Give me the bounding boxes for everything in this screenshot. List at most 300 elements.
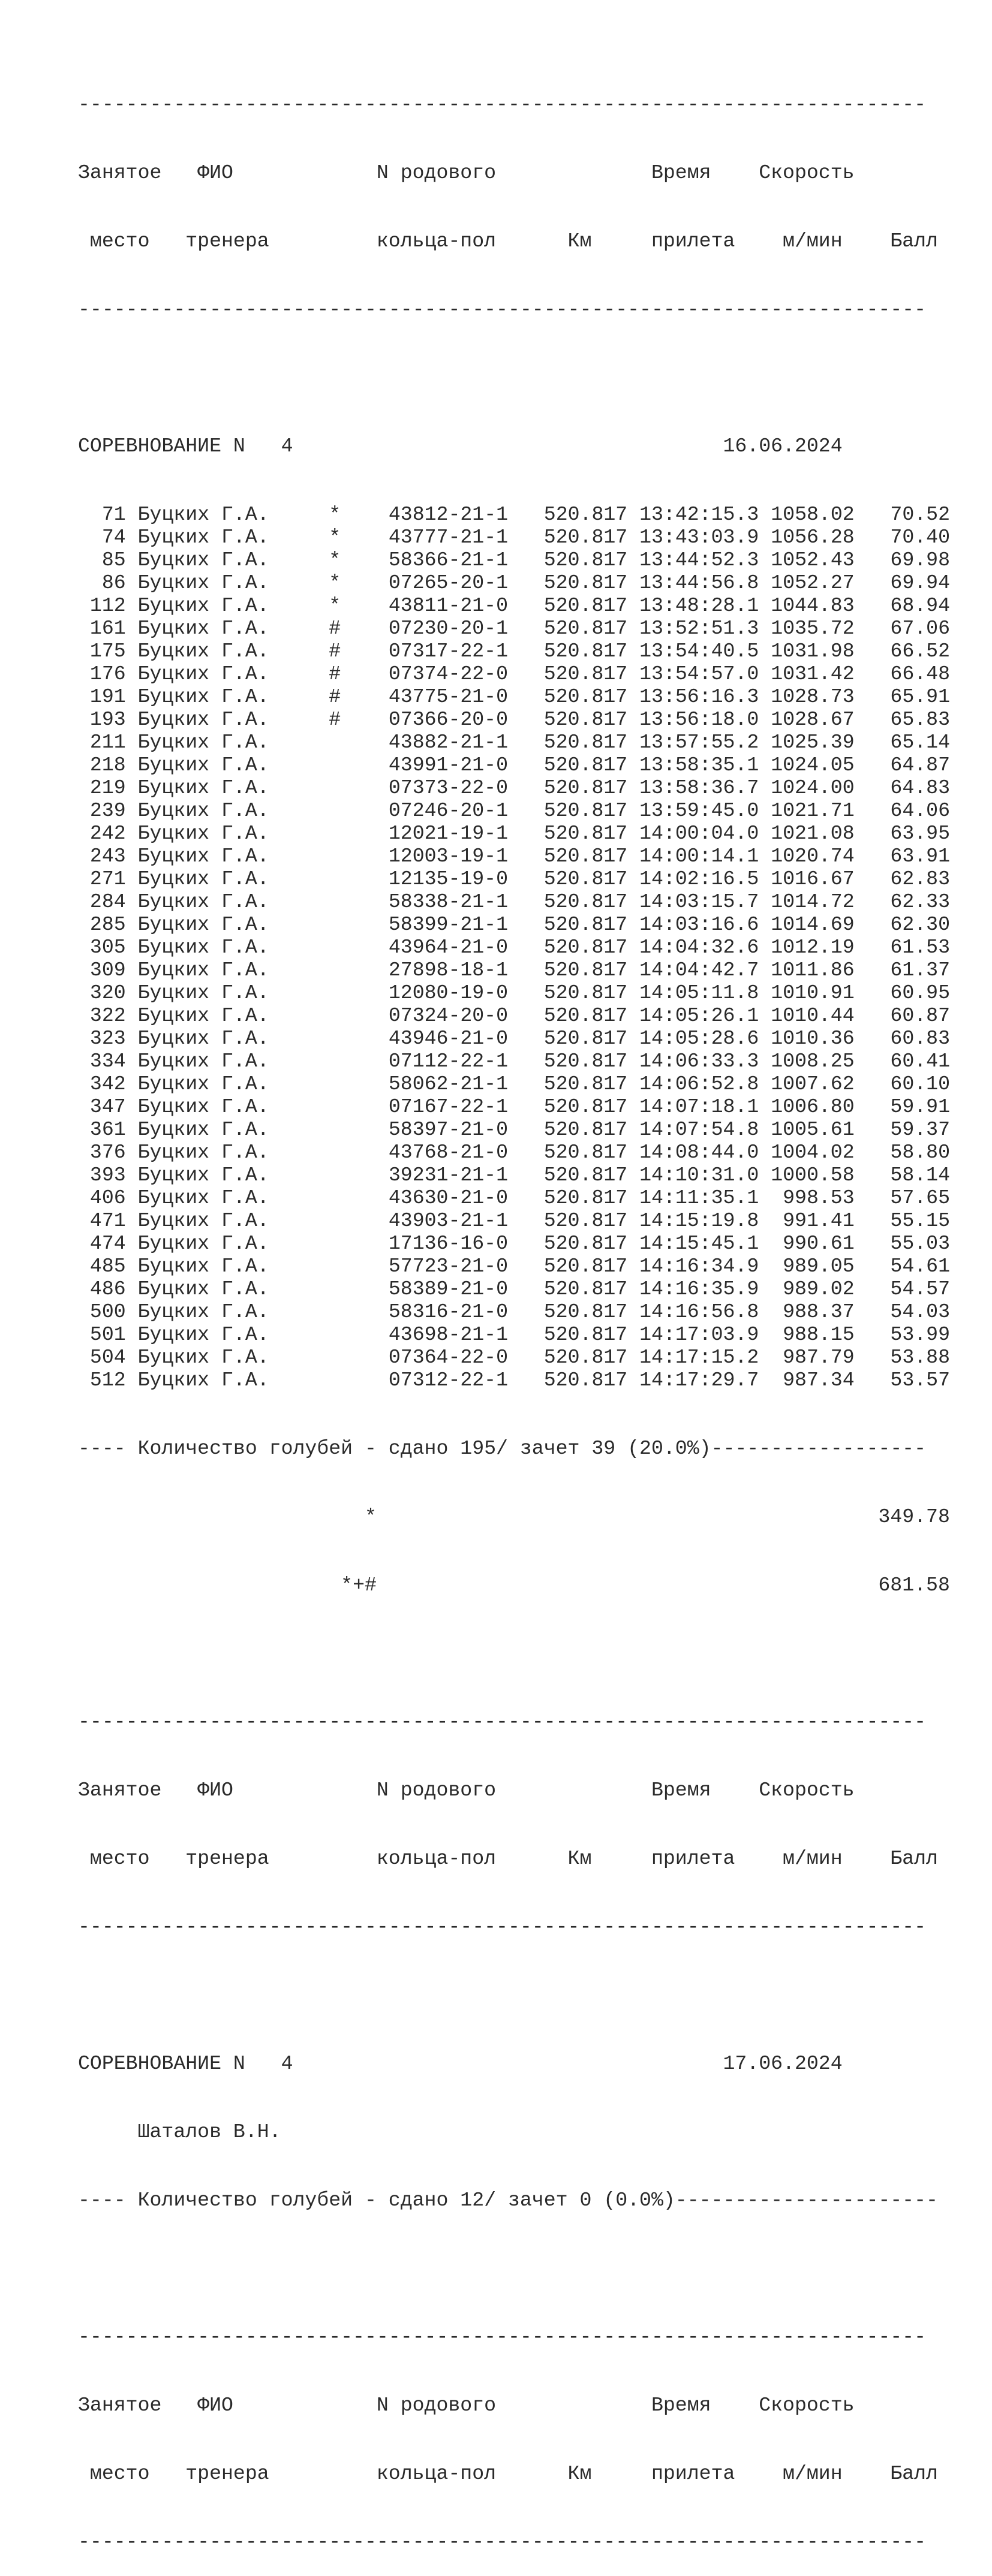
cell-speed: 1021.71	[771, 799, 855, 822]
cell-points: 54.61	[890, 1255, 950, 1278]
cell-time: 14:03:15.7	[639, 890, 759, 913]
cell-name: Буцких Г.А.	[137, 1369, 269, 1391]
cell-speed: 1008.25	[771, 1050, 855, 1072]
cell-name: Буцких Г.А.	[137, 799, 269, 822]
cell-name: Буцких Г.А.	[137, 1164, 269, 1186]
cell-place: 309	[89, 959, 126, 981]
cell-km: 520.817	[543, 913, 628, 936]
cell-time: 14:10:31.0	[639, 1164, 759, 1186]
cell-place: 242	[89, 822, 126, 845]
cell-place: 512	[89, 1369, 126, 1391]
cell-points: 63.95	[890, 822, 950, 845]
competition-date: 17.06.2024	[723, 2052, 843, 2075]
cell-ring: 43812-21-1	[388, 503, 509, 526]
cell-name: Буцких Г.А.	[137, 731, 269, 754]
cell-ring: 43777-21-1	[388, 526, 509, 549]
table-row	[78, 571, 950, 594]
cell-ring: 58316-21-0	[388, 1300, 509, 1323]
cell-time: 14:06:52.8	[639, 1072, 759, 1095]
table-row	[78, 617, 950, 640]
column-header-line-1: Занятое ФИО N родового Время Скорость	[78, 161, 855, 184]
cell-name: Буцких Г.А.	[137, 867, 269, 890]
competition-heading	[78, 435, 950, 457]
cell-time: 14:05:26.1	[639, 1004, 759, 1027]
cell-ring: 07312-22-1	[388, 1369, 509, 1391]
cell-ring: 43882-21-1	[388, 731, 509, 754]
cell-ring: 12080-19-0	[388, 981, 509, 1004]
cell-mark: *	[329, 594, 341, 617]
cell-speed: 1024.05	[771, 754, 855, 776]
table-row	[78, 1300, 950, 1323]
table-row	[78, 1027, 950, 1050]
cell-mark: *	[329, 549, 341, 571]
cell-mark: #	[329, 708, 341, 731]
cell-time: 14:05:28.6	[639, 1027, 759, 1050]
cell-place: 361	[89, 1118, 126, 1141]
cell-points: 69.94	[890, 571, 951, 594]
cell-ring: 07112-22-1	[388, 1050, 509, 1072]
competition-section	[78, 2006, 950, 2257]
cell-place: 175	[89, 640, 126, 662]
cell-place: 347	[89, 1095, 126, 1118]
cell-km: 520.817	[543, 640, 628, 662]
cell-speed: 1000.58	[771, 1164, 855, 1186]
cell-name: Буцких Г.А.	[137, 662, 269, 685]
cell-points: 67.06	[890, 617, 950, 640]
cell-ring: 43903-21-1	[388, 1209, 509, 1232]
cell-points: 61.53	[890, 936, 950, 959]
fancier-name: Шаталов В.Н.	[137, 2120, 281, 2143]
cell-km: 520.817	[543, 1323, 628, 1346]
cell-speed: 1014.69	[771, 913, 855, 936]
cell-place: 305	[89, 936, 126, 959]
table-row	[78, 890, 950, 913]
cell-time: 13:44:56.8	[639, 571, 759, 594]
cell-time: 13:44:52.3	[639, 549, 759, 571]
cell-time: 14:04:32.6	[639, 936, 759, 959]
competition-title: СОРЕВНОВАНИЕ N 4	[78, 435, 293, 457]
cell-time: 14:07:54.8	[639, 1118, 759, 1141]
cell-place: 112	[89, 594, 126, 617]
cell-points: 55.03	[890, 1232, 950, 1255]
table-row	[78, 799, 950, 822]
cell-km: 520.817	[543, 822, 628, 845]
cell-speed: 988.37	[783, 1300, 855, 1323]
cell-name: Буцких Г.А.	[137, 754, 269, 776]
total-label: *+#	[341, 1574, 377, 1596]
cell-km: 520.817	[543, 776, 628, 799]
cell-ring: 12021-19-1	[388, 822, 509, 845]
cell-name: Буцких Г.А.	[137, 1323, 269, 1346]
cell-time: 14:11:35.1	[639, 1186, 759, 1209]
cell-speed: 1056.28	[771, 526, 855, 549]
cell-name: Буцких Г.А.	[137, 981, 269, 1004]
table-row	[78, 1050, 950, 1072]
cell-speed: 987.79	[783, 1346, 855, 1369]
cell-speed: 1024.00	[771, 776, 855, 799]
cell-place: 376	[89, 1141, 126, 1164]
cell-points: 60.83	[890, 1027, 950, 1050]
cell-name: Буцких Г.А.	[137, 1255, 269, 1278]
cell-time: 13:56:16.3	[639, 685, 759, 708]
column-header-line-2: место тренера кольца-пол Км прилета м/мин Балл	[78, 230, 938, 252]
cell-name: Буцких Г.А.	[137, 936, 269, 959]
table-row	[78, 1323, 950, 1346]
cell-place: 161	[89, 617, 126, 640]
cell-place: 393	[89, 1164, 126, 1186]
cell-name: Буцких Г.А.	[137, 685, 269, 708]
cell-place: 323	[89, 1027, 126, 1050]
table-row	[78, 549, 950, 571]
cell-name: Буцких Г.А.	[137, 822, 269, 845]
cell-place: 320	[89, 981, 126, 1004]
cell-ring: 39231-21-1	[388, 1164, 509, 1186]
cell-speed: 1016.67	[771, 867, 855, 890]
cell-name: Буцких Г.А.	[137, 1186, 269, 1209]
cell-name: Буцких Г.А.	[137, 503, 269, 526]
cell-place: 406	[89, 1186, 126, 1209]
table-row	[78, 1072, 950, 1095]
cell-speed: 988.15	[783, 1323, 855, 1346]
cell-km: 520.817	[543, 708, 628, 731]
cell-speed: 1028.73	[771, 685, 855, 708]
table-row	[78, 959, 950, 981]
table-row	[78, 640, 950, 662]
cell-time: 13:57:55.2	[639, 731, 759, 754]
competition-title: СОРЕВНОВАНИЕ N 4	[78, 2052, 293, 2075]
cell-km: 520.817	[543, 1346, 628, 1369]
cell-name: Буцких Г.А.	[137, 1050, 269, 1072]
cell-ring: 07373-22-0	[388, 776, 509, 799]
table-row	[78, 1095, 950, 1118]
competition-heading	[78, 2052, 950, 2075]
cell-km: 520.817	[543, 1255, 628, 1278]
cell-points: 54.57	[890, 1278, 950, 1300]
cell-place: 219	[89, 776, 126, 799]
cell-points: 66.52	[890, 640, 950, 662]
table-row	[78, 913, 950, 936]
table-row	[78, 822, 950, 845]
cell-mark: *	[329, 526, 341, 549]
cell-km: 520.817	[543, 1072, 628, 1095]
cell-km: 520.817	[543, 1209, 628, 1232]
cell-ring: 27898-18-1	[388, 959, 509, 981]
cell-km: 520.817	[543, 731, 628, 754]
cell-mark: #	[329, 662, 341, 685]
cell-time: 13:59:45.0	[639, 799, 759, 822]
cell-speed: 1011.86	[771, 959, 855, 981]
results-table	[78, 503, 950, 1391]
cell-ring: 07246-20-1	[388, 799, 509, 822]
cell-speed: 1035.72	[771, 617, 855, 640]
column-header-line-2: место тренера кольца-пол Км прилета м/мин Балл	[78, 1847, 938, 1870]
cell-ring: 58389-21-0	[388, 1278, 509, 1300]
cell-speed: 1044.83	[771, 594, 855, 617]
cell-ring: 58338-21-1	[388, 890, 509, 913]
cell-points: 60.87	[890, 1004, 950, 1027]
cell-points: 57.65	[890, 1186, 950, 1209]
separator-line: -----------------------------------------------------------------------	[78, 2325, 927, 2348]
cell-speed: 1021.08	[771, 822, 855, 845]
cell-place: 504	[89, 1346, 126, 1369]
cell-time: 14:02:16.5	[639, 867, 759, 890]
cell-place: 239	[89, 799, 126, 822]
cell-km: 520.817	[543, 867, 628, 890]
table-row	[78, 1278, 950, 1300]
cell-speed: 1005.61	[771, 1118, 855, 1141]
cell-place: 86	[101, 571, 126, 594]
cell-place: 176	[89, 662, 126, 685]
cell-points: 66.48	[890, 662, 950, 685]
cell-points: 62.30	[890, 913, 950, 936]
cell-points: 60.95	[890, 981, 950, 1004]
separator-line: -----------------------------------------------------------------------	[78, 93, 927, 116]
cell-speed: 1010.36	[771, 1027, 855, 1050]
cell-speed: 990.61	[783, 1232, 855, 1255]
cell-speed: 989.05	[783, 1255, 855, 1278]
summary-line: ---- Количество голубей - сдано 195/ зачет 39 (20.0%)------------------	[78, 1437, 927, 1460]
cell-points: 61.37	[890, 959, 950, 981]
table-row	[78, 503, 950, 526]
cell-km: 520.817	[543, 594, 628, 617]
cell-km: 520.817	[543, 959, 628, 981]
table-row	[78, 662, 950, 685]
table-row	[78, 1118, 950, 1141]
cell-name: Буцких Г.А.	[137, 845, 269, 867]
cell-place: 191	[89, 685, 126, 708]
cell-speed: 1052.27	[771, 571, 855, 594]
table-row	[78, 1232, 950, 1255]
cell-points: 60.41	[890, 1050, 950, 1072]
cell-speed: 1058.02	[771, 503, 855, 526]
competition-date: 16.06.2024	[723, 435, 843, 457]
cell-ring: 58062-21-1	[388, 1072, 509, 1095]
cell-time: 14:15:45.1	[639, 1232, 759, 1255]
cell-km: 520.817	[543, 799, 628, 822]
cell-points: 62.83	[890, 867, 950, 890]
cell-name: Буцких Г.А.	[137, 1118, 269, 1141]
cell-place: 74	[101, 526, 126, 549]
cell-place: 193	[89, 708, 126, 731]
table-row	[78, 1346, 950, 1369]
cell-place: 500	[89, 1300, 126, 1323]
cell-ring: 43775-21-0	[388, 685, 509, 708]
cell-ring: 07167-22-1	[388, 1095, 509, 1118]
cell-name: Буцких Г.А.	[137, 1346, 269, 1369]
cell-points: 53.88	[890, 1346, 950, 1369]
cell-mark: *	[329, 503, 341, 526]
cell-name: Буцких Г.А.	[137, 640, 269, 662]
separator-line: -----------------------------------------------------------------------	[78, 298, 927, 321]
table-row	[78, 936, 950, 959]
cell-ring: 43768-21-0	[388, 1141, 509, 1164]
cell-name: Буцких Г.А.	[137, 1095, 269, 1118]
column-header-line-1: Занятое ФИО N родового Время Скорость	[78, 2394, 855, 2417]
cell-name: Буцких Г.А.	[137, 1232, 269, 1255]
cell-place: 243	[89, 845, 126, 867]
table-row	[78, 754, 950, 776]
cell-ring: 07366-20-0	[388, 708, 509, 731]
cell-ring: 57723-21-0	[388, 1255, 509, 1278]
cell-place: 71	[101, 503, 126, 526]
cell-name: Буцких Г.А.	[137, 1141, 269, 1164]
total-label: *	[364, 1505, 377, 1528]
cell-place: 211	[89, 731, 126, 754]
cell-speed: 1028.67	[771, 708, 855, 731]
cell-name: Буцких Г.А.	[137, 571, 269, 594]
cell-name: Буцких Г.А.	[137, 776, 269, 799]
cell-time: 13:48:28.1	[639, 594, 759, 617]
cell-km: 520.817	[543, 1118, 628, 1141]
cell-time: 13:54:40.5	[639, 640, 759, 662]
cell-speed: 1012.19	[771, 936, 855, 959]
cell-time: 14:04:42.7	[639, 959, 759, 981]
cell-km: 520.817	[543, 1232, 628, 1255]
table-row	[78, 594, 950, 617]
cell-time: 13:58:36.7	[639, 776, 759, 799]
cell-km: 520.817	[543, 571, 628, 594]
cell-place: 322	[89, 1004, 126, 1027]
separator-line: -----------------------------------------------------------------------	[78, 1710, 927, 1733]
cell-place: 85	[101, 549, 126, 571]
cell-points: 63.91	[890, 845, 950, 867]
cell-ring: 58397-21-0	[388, 1118, 509, 1141]
cell-ring: 43946-21-0	[388, 1027, 509, 1050]
cell-ring: 58399-21-1	[388, 913, 509, 936]
total-line	[78, 1574, 950, 1596]
table-row	[78, 526, 950, 549]
column-header-line-1: Занятое ФИО N родового Время Скорость	[78, 1779, 855, 1801]
cell-speed: 987.34	[783, 1369, 855, 1391]
cell-place: 271	[89, 867, 126, 890]
cell-time: 13:54:57.0	[639, 662, 759, 685]
cell-name: Буцких Г.А.	[137, 549, 269, 571]
cell-km: 520.817	[543, 1095, 628, 1118]
cell-mark: #	[329, 640, 341, 662]
cell-place: 501	[89, 1323, 126, 1346]
cell-km: 520.817	[543, 617, 628, 640]
cell-mark: #	[329, 617, 341, 640]
cell-name: Буцких Г.А.	[137, 1027, 269, 1050]
cell-speed: 989.02	[783, 1278, 855, 1300]
cell-time: 14:17:15.2	[639, 1346, 759, 1369]
cell-time: 13:56:18.0	[639, 708, 759, 731]
cell-ring: 07230-20-1	[388, 617, 509, 640]
cell-place: 471	[89, 1209, 126, 1232]
cell-km: 520.817	[543, 981, 628, 1004]
table-row	[78, 981, 950, 1004]
cell-ring: 43630-21-0	[388, 1186, 509, 1209]
cell-km: 520.817	[543, 1186, 628, 1209]
cell-speed: 1006.80	[771, 1095, 855, 1118]
cell-time: 13:52:51.3	[639, 617, 759, 640]
cell-time: 14:00:14.1	[639, 845, 759, 867]
cell-km: 520.817	[543, 890, 628, 913]
cell-km: 520.817	[543, 754, 628, 776]
table-row	[78, 776, 950, 799]
cell-speed: 1020.74	[771, 845, 855, 867]
cell-time: 14:16:35.9	[639, 1278, 759, 1300]
cell-speed: 1031.42	[771, 662, 855, 685]
table-row	[78, 845, 950, 867]
cell-km: 520.817	[543, 1369, 628, 1391]
cell-ring: 07374-22-0	[388, 662, 509, 685]
cell-ring: 43698-21-1	[388, 1323, 509, 1346]
cell-km: 520.817	[543, 662, 628, 685]
cell-ring: 58366-21-1	[388, 549, 509, 571]
cell-time: 14:17:03.9	[639, 1323, 759, 1346]
cell-points: 54.03	[890, 1300, 950, 1323]
cell-speed: 1031.98	[771, 640, 855, 662]
summary-line: ---- Количество голубей - сдано 12/ зачет 0 (0.0%)----------------------	[78, 2189, 938, 2212]
cell-ring: 12135-19-0	[388, 867, 509, 890]
cell-name: Буцких Г.А.	[137, 708, 269, 731]
cell-time: 14:03:16.6	[639, 913, 759, 936]
cell-km: 520.817	[543, 1027, 628, 1050]
table-row	[78, 1255, 950, 1278]
cell-name: Буцких Г.А.	[137, 959, 269, 981]
cell-time: 14:08:44.0	[639, 1141, 759, 1164]
total-value: 349.78	[878, 1505, 950, 1528]
cell-ring: 17136-16-0	[388, 1232, 509, 1255]
cell-km: 520.817	[543, 526, 628, 549]
cell-mark: #	[329, 685, 341, 708]
cell-time: 14:05:11.8	[639, 981, 759, 1004]
cell-km: 520.817	[543, 1141, 628, 1164]
cell-km: 520.817	[543, 1004, 628, 1027]
cell-km: 520.817	[543, 936, 628, 959]
cell-km: 520.817	[543, 845, 628, 867]
cell-name: Буцких Г.А.	[137, 617, 269, 640]
cell-place: 285	[89, 913, 126, 936]
cell-points: 58.14	[890, 1164, 950, 1186]
cell-points: 62.33	[890, 890, 950, 913]
cell-time: 13:58:35.1	[639, 754, 759, 776]
cell-km: 520.817	[543, 685, 628, 708]
cell-name: Буцких Г.А.	[137, 890, 269, 913]
cell-name: Буцких Г.А.	[137, 1278, 269, 1300]
cell-speed: 991.41	[783, 1209, 855, 1232]
cell-place: 334	[89, 1050, 126, 1072]
cell-km: 520.817	[543, 549, 628, 571]
cell-name: Буцких Г.А.	[137, 594, 269, 617]
cell-ring: 43964-21-0	[388, 936, 509, 959]
cell-points: 68.94	[890, 594, 950, 617]
cell-place: 218	[89, 754, 126, 776]
cell-name: Буцких Г.А.	[137, 1300, 269, 1323]
cell-points: 64.87	[890, 754, 950, 776]
table-row	[78, 731, 950, 754]
cell-mark: *	[329, 571, 341, 594]
cell-time: 14:16:56.8	[639, 1300, 759, 1323]
cell-time: 14:07:18.1	[639, 1095, 759, 1118]
cell-km: 520.817	[543, 1164, 628, 1186]
cell-points: 65.83	[890, 708, 950, 731]
cell-points: 70.52	[890, 503, 951, 526]
cell-points: 69.98	[890, 549, 951, 571]
cell-time: 14:15:19.8	[639, 1209, 759, 1232]
cell-km: 520.817	[543, 1278, 628, 1300]
table-row	[78, 1141, 950, 1164]
total-line	[78, 1505, 950, 1528]
fancier-name-line	[78, 2120, 950, 2143]
cell-points: 64.06	[890, 799, 950, 822]
cell-ring: 07317-22-1	[388, 640, 509, 662]
cell-points: 64.83	[890, 776, 950, 799]
cell-place: 284	[89, 890, 126, 913]
cell-time: 13:42:15.3	[639, 503, 759, 526]
cell-speed: 1010.91	[771, 981, 855, 1004]
